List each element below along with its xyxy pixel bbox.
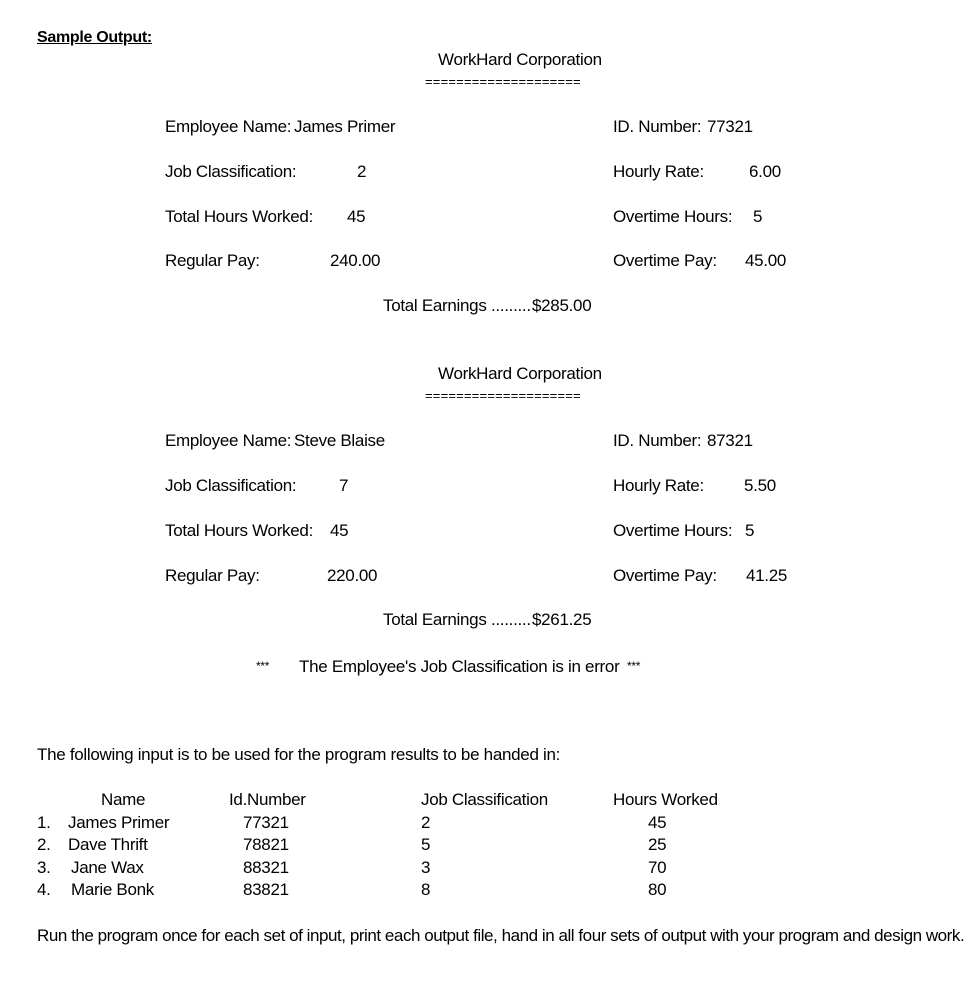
job-classification-label: Job Classification: bbox=[165, 476, 297, 495]
employee-name-label: Employee Name: bbox=[165, 431, 292, 450]
job-classification-value: 2 bbox=[357, 162, 367, 181]
row-job-classification: 8 bbox=[421, 880, 431, 899]
job-classification-value: 7 bbox=[339, 476, 349, 495]
hourly-rate-value: 5.50 bbox=[744, 476, 776, 495]
employee-name-value: James Primer bbox=[294, 117, 396, 136]
sample-output-heading: Sample Output: bbox=[37, 29, 152, 46]
total-earnings-label: Total Earnings ......... bbox=[383, 296, 531, 315]
row-name: James Primer bbox=[68, 813, 170, 832]
id-number-value: 77321 bbox=[707, 117, 753, 136]
row-job-classification: 2 bbox=[421, 813, 431, 832]
error-stars-right: *** bbox=[627, 659, 641, 673]
employee-name-label: Employee Name: bbox=[165, 117, 292, 136]
row-name: Marie Bonk bbox=[71, 880, 154, 899]
overtime-pay-value: 45.00 bbox=[745, 251, 787, 270]
error-message: The Employee's Job Classification is in error bbox=[299, 657, 620, 676]
company-title: WorkHard Corporation bbox=[438, 50, 602, 69]
total-hours-value: 45 bbox=[330, 521, 349, 540]
id-number-label: ID. Number: bbox=[613, 117, 702, 136]
error-stars-left: *** bbox=[256, 659, 270, 673]
total-earnings-label: Total Earnings ......... bbox=[383, 610, 531, 629]
overtime-pay-label: Overtime Pay: bbox=[613, 251, 717, 270]
total-earnings-value: $261.25 bbox=[532, 610, 592, 629]
hourly-rate-value: 6.00 bbox=[749, 162, 781, 181]
title-underline: ==================== bbox=[425, 388, 581, 403]
regular-pay-label: Regular Pay: bbox=[165, 251, 260, 270]
overtime-pay-label: Overtime Pay: bbox=[613, 566, 717, 585]
column-header-hours-worked: Hours Worked bbox=[613, 790, 718, 809]
row-hours-worked: 25 bbox=[648, 835, 667, 854]
row-number: 4. bbox=[37, 880, 51, 899]
total-earnings-value: $285.00 bbox=[532, 296, 592, 315]
row-hours-worked: 80 bbox=[648, 880, 667, 899]
column-header-id-number: Id.Number bbox=[229, 790, 306, 809]
hourly-rate-label: Hourly Rate: bbox=[613, 476, 704, 495]
row-id-number: 78821 bbox=[243, 835, 289, 854]
hourly-rate-label: Hourly Rate: bbox=[613, 162, 704, 181]
overtime-pay-value: 41.25 bbox=[746, 566, 788, 585]
row-id-number: 77321 bbox=[243, 813, 289, 832]
row-id-number: 83821 bbox=[243, 880, 289, 899]
row-number: 1. bbox=[37, 813, 51, 832]
overtime-hours-label: Overtime Hours: bbox=[613, 207, 733, 226]
column-header-name: Name bbox=[101, 790, 146, 809]
regular-pay-value: 220.00 bbox=[327, 566, 378, 585]
row-number: 3. bbox=[37, 858, 51, 877]
row-number: 2. bbox=[37, 835, 51, 854]
total-hours-label: Total Hours Worked: bbox=[165, 207, 313, 226]
overtime-hours-value: 5 bbox=[745, 521, 755, 540]
title-underline: ==================== bbox=[425, 74, 581, 89]
column-header-job-classification: Job Classification bbox=[421, 790, 548, 809]
row-job-classification: 5 bbox=[421, 835, 431, 854]
id-number-label: ID. Number: bbox=[613, 431, 702, 450]
job-classification-label: Job Classification: bbox=[165, 162, 297, 181]
total-hours-label: Total Hours Worked: bbox=[165, 521, 313, 540]
total-hours-value: 45 bbox=[347, 207, 366, 226]
row-id-number: 88321 bbox=[243, 858, 289, 877]
row-name: Dave Thrift bbox=[68, 835, 148, 854]
row-hours-worked: 45 bbox=[648, 813, 667, 832]
id-number-value: 87321 bbox=[707, 431, 753, 450]
regular-pay-label: Regular Pay: bbox=[165, 566, 260, 585]
regular-pay-value: 240.00 bbox=[330, 251, 381, 270]
overtime-hours-value: 5 bbox=[753, 207, 763, 226]
row-name: Jane Wax bbox=[71, 858, 144, 877]
employee-name-value: Steve Blaise bbox=[294, 431, 385, 450]
row-job-classification: 3 bbox=[421, 858, 431, 877]
overtime-hours-label: Overtime Hours: bbox=[613, 521, 733, 540]
row-hours-worked: 70 bbox=[648, 858, 667, 877]
input-intro-text: The following input is to be used for the program results to be handed in: bbox=[37, 745, 561, 764]
company-title: WorkHard Corporation bbox=[438, 364, 602, 383]
footer-instructions: Run the program once for each set of input, print each output file, hand in all four sets of output with your program and design work. bbox=[37, 926, 965, 945]
